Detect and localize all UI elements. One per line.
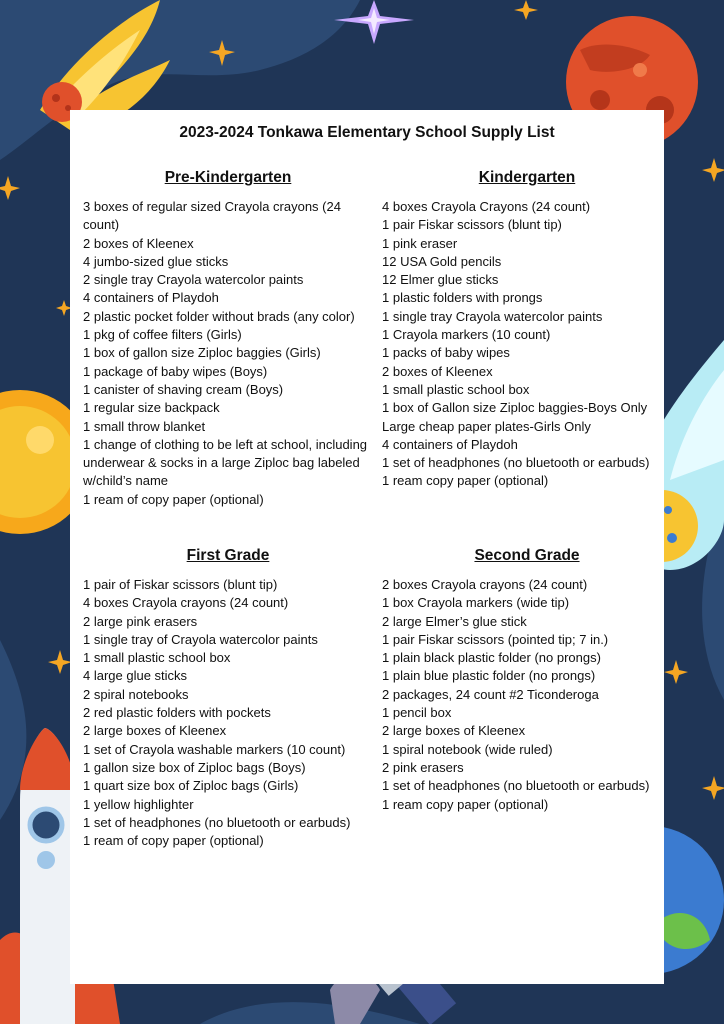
supply-item: 2 large boxes of Kleenex [83,723,227,739]
supply-item: 3 boxes of regular sized Crayola crayons (24 count) [83,199,341,233]
supply-item-list [83,198,373,509]
supply-item: 1 change of clothing to be left at school, including underwear & socks in a large Ziploc bag labeled w/child’s name [83,436,368,489]
section-heading: First Grade [186,547,270,564]
supply-item: 1 plain black plastic folder (no prongs) [382,650,601,666]
supply-item: 2 red plastic folders with pockets [83,705,271,721]
supply-item: 1 pkg of coffee filters (Girls) [83,327,242,343]
supply-item: 1 single tray Crayola watercolor paints [382,308,603,324]
section-kindergarten [382,168,672,491]
supply-item: 2 spiral notebooks [83,686,189,702]
supply-item: 1 quart size box of Ziploc bags (Girls) [83,778,299,794]
supply-item: 1 set of headphones (no bluetooth or earbuds) [83,814,351,830]
supply-item: 1 packs of baby wipes [382,345,510,361]
supply-item: 2 plastic pocket folder without brads (any color) [83,308,355,324]
supply-item: 1 box of gallon size Ziploc baggies (Girls) [83,345,321,361]
supply-item: 4 large glue sticks [83,668,188,684]
supply-item: 1 yellow highlighter [83,796,194,812]
supply-list-card [70,110,664,984]
supply-item: 1 pink eraser [382,235,458,251]
supply-item: 12 Elmer glue sticks [382,272,499,288]
supply-item: 2 boxes of Kleenex [83,235,194,251]
supply-item: 1 box Crayola markers (wide tip) [382,595,570,611]
supply-item: 2 boxes of Kleenex [382,363,493,379]
supply-item: 2 single tray Crayola watercolor paints [83,272,304,288]
supply-item: 1 canister of shaving cream (Boys) [83,381,284,397]
supply-item: 1 plain blue plastic folder (no prongs) [382,668,596,684]
supply-item: 1 single tray of Crayola watercolor paints [83,631,318,647]
supply-item: 1 pair of Fiskar scissors (blunt tip) [83,577,278,592]
supply-item: 4 containers of Playdoh [382,436,518,452]
supply-item: Large cheap paper plates-Girls Only [382,418,591,434]
supply-item: 1 pair Fiskar scissors (blunt tip) [382,217,562,233]
supply-item: 1 package of baby wipes (Boys) [83,363,268,379]
supply-item: 1 pair Fiskar scissors (pointed tip; 7 in.) [382,631,609,647]
section-heading: Second Grade [474,547,580,564]
supply-item: 1 regular size backpack [83,400,220,416]
supply-item: 1 small throw blanket [83,418,206,434]
supply-item: 2 boxes Crayola crayons (24 count) [382,577,588,592]
supply-item: 4 boxes Crayola Crayons (24 count) [382,199,591,214]
supply-item: 2 large boxes of Kleenex [382,723,526,739]
supply-item: 1 ream of copy paper (optional) [83,491,264,507]
supply-item: 1 spiral notebook (wide ruled) [382,741,553,757]
supply-item: 1 box of Gallon size Ziploc baggies-Boys Only [382,400,648,416]
supply-item: 1 small plastic school box [83,650,231,666]
supply-item: 1 gallon size box of Ziploc bags (Boys) [83,759,306,775]
supply-item-list [382,576,672,814]
supply-item: 2 packages, 24 count #2 Ticonderoga [382,686,599,702]
supply-item: 1 ream copy paper (optional) [382,796,549,812]
supply-item: 2 large Elmer’s glue stick [382,613,527,629]
supply-item: 4 jumbo-sized glue sticks [83,253,229,269]
supply-item: 1 small plastic school box [382,381,530,397]
supply-item-list [83,576,373,850]
section-heading: Kindergarten [478,169,576,186]
supply-item: 1 ream of copy paper (optional) [83,833,264,849]
section-heading: Pre-Kindergarten [164,169,292,186]
section-second-grade [382,546,672,814]
supply-item: 1 Crayola markers (10 count) [382,327,551,343]
supply-item: 4 boxes Crayola crayons (24 count) [83,595,289,611]
section-first-grade [83,546,373,850]
document-title: 2023-2024 Tonkawa Elementary School Supply List [179,124,555,141]
supply-item: 2 pink erasers [382,759,464,775]
supply-item: 1 plastic folders with prongs [382,290,543,306]
supply-item: 1 set of Crayola washable markers (10 count) [83,741,346,757]
supply-item: 1 ream copy paper (optional) [382,473,549,489]
supply-item: 1 pencil box [382,705,452,721]
supply-item: 4 containers of Playdoh [83,290,219,306]
supply-item-list [382,198,672,491]
section-pre-kindergarten [83,168,373,509]
supply-item: 2 large pink erasers [83,613,198,629]
supply-item: 1 set of headphones (no bluetooth or earbuds) [382,455,650,471]
supply-item: 12 USA Gold pencils [382,253,502,269]
supply-item: 1 set of headphones (no bluetooth or earbuds) [382,778,650,794]
